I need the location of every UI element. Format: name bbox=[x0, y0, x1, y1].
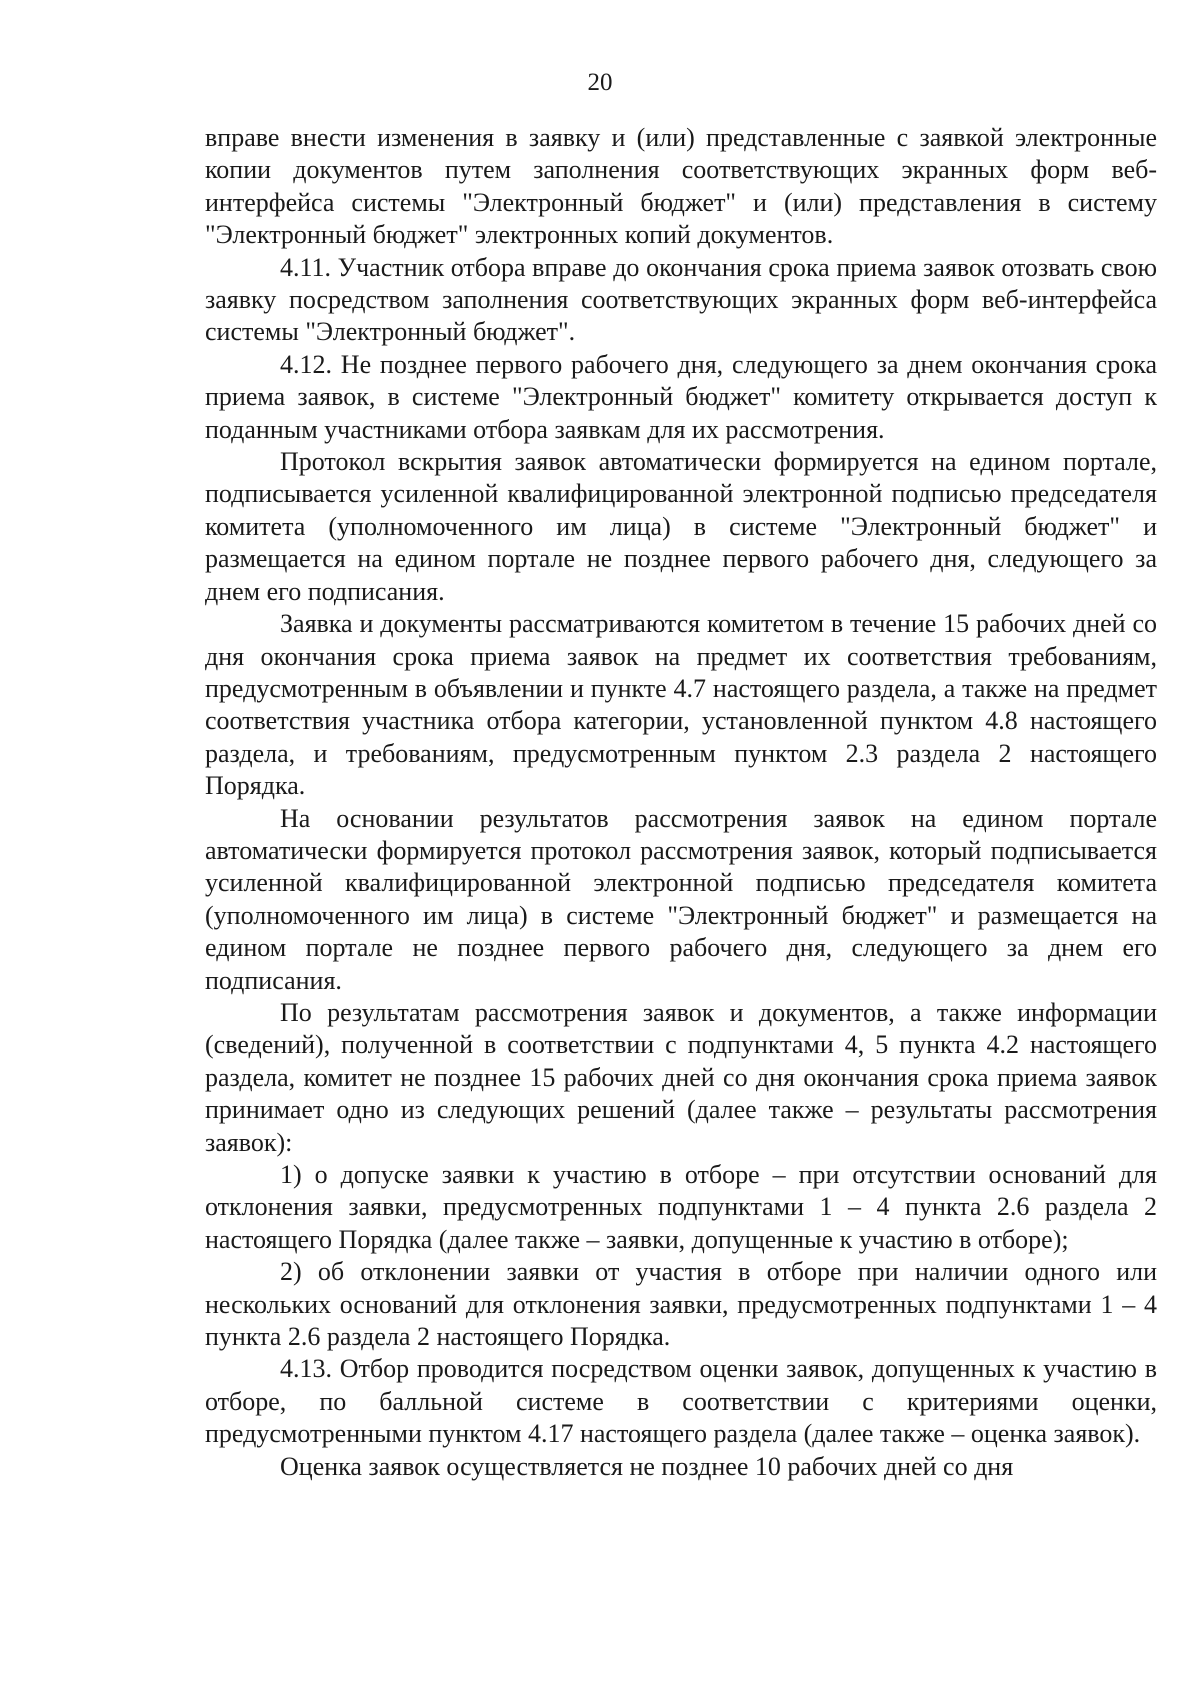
paragraph-4-11: 4.11. Участник отбора вправе до окончания срока приема заявок отозвать свою заявку посредством заполнения соответствующих экранных форм веб-интерфейса системы "Электронный бюджет". bbox=[205, 252, 1157, 347]
page-number: 20 bbox=[587, 69, 613, 96]
paragraph-review-protocol: На основании результатов рассмотрения заявок на едином портале автоматически формируется протокол рассмотрения заявок, который подписывается усиленной квалифицированной электронной подписью председателя комитета (уполномоченного им лица) в системе "Электронный бюджет" и размещается на едином портале не позднее первого рабочего дня, следующего за днем его подписания. bbox=[205, 803, 1157, 995]
paragraph-evaluation-deadline: Оценка заявок осуществляется не позднее 10 рабочих дней со дня bbox=[280, 1451, 1014, 1481]
list-item-rejection: 2) об отклонении заявки от участия в отборе при наличии одного или нескольких оснований для отклонения заявки, предусмотренных подпунктами 1 – 4 пункта 2.6 раздела 2 настоящего Порядка. bbox=[205, 1257, 1157, 1352]
list-item-admission: 1) о допуске заявки к участию в отборе – при отсутствии оснований для отклонения заявки, предусмотренных подпунктами 1 – 4 пункта 2.6 раздела 2 настоящего Порядка (далее также – заявки, допущенные к участию в отборе); bbox=[205, 1160, 1157, 1254]
paragraph-continuation: вправе внести изменения в заявку и (или) представленные с заявкой электронные копии документов путем заполнения соответствующих экранных форм веб-интерфейса системы "Электронный бюджет" и (или) представления в систему "Электронный бюджет" электронных копий документов. bbox=[205, 123, 1157, 250]
paragraph-review-period: Заявка и документы рассматриваются комитетом в течение 15 рабочих дней со дня окончания срока приема заявок на предмет их соответствия требованиям, предусмотренным в объявлении и пункте 4.7 настоящего раздела, а также на предмет соответствия участника отбора категории, установленной пунктом 4.8 настоящего раздела, и требованиям, предусмотренным пунктом 2.3 раздела 2 настоящего Порядка. bbox=[205, 609, 1157, 801]
paragraph-opening-protocol: Протокол вскрытия заявок автоматически формируется на едином портале, подписывается усиленной квалифицированной электронной подписью председателя комитета (уполномоченного им лица) в системе "Электронный бюджет" и размещается на едином портале не позднее первого рабочего дня, следующего за днем его подписания. bbox=[205, 447, 1157, 606]
paragraph-4-12: 4.12. Не позднее первого рабочего дня, следующего за днем окончания срока приема заявок, в системе "Электронный бюджет" комитету открывается доступ к поданным участниками отбора заявкам для их рассмотрения. bbox=[205, 349, 1157, 444]
paragraph-review-results: По результатам рассмотрения заявок и документов, а также информации (сведений), полученной в соответствии с подпунктами 4, 5 пункта 4.2 настоящего раздела, комитет не позднее 15 рабочих дней со дня окончания срока приема заявок принимает одно из следующих решений (далее также – результаты рассмотрения заявок): bbox=[205, 997, 1157, 1157]
paragraph-4-13: 4.13. Отбор проводится посредством оценки заявок, допущенных к участию в отборе, по балльной системе в соответствии с критериями оценки, предусмотренными пунктом 4.17 настоящего раздела (далее также – оценка заявок). bbox=[205, 1354, 1157, 1449]
document-body bbox=[205, 122, 1157, 1483]
